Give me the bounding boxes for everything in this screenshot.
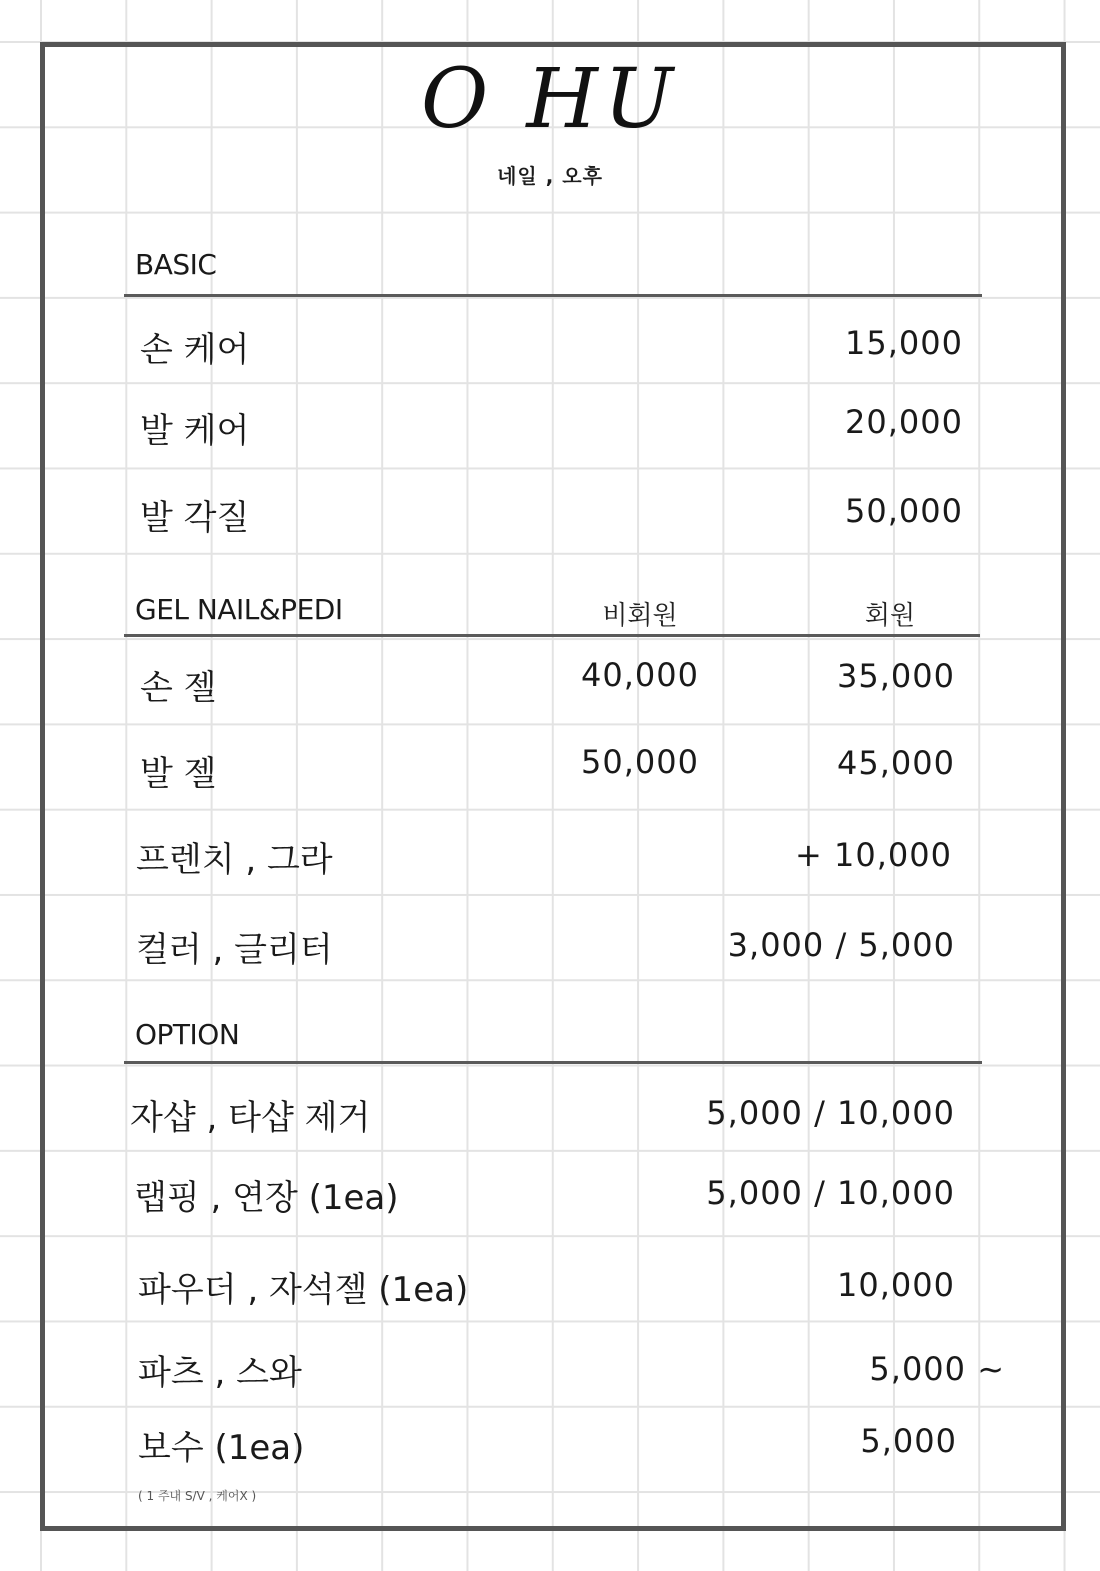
option-price-powder-magnetic: 10,000	[837, 1266, 955, 1304]
basic-price-foot-care: 20,000	[845, 403, 963, 441]
brand-title: O HU	[421, 52, 679, 147]
gel-member-price-foot: 45,000	[837, 744, 955, 782]
option-item-repair: 보수 (1ea)	[138, 1428, 305, 1468]
gel-extra-color-glitter: 컬러 , 글리터	[136, 930, 333, 970]
option-repair-note: ( 1 주내 S/V , 케어X )	[138, 1489, 257, 1503]
gel-extra-price-color-glitter: 3,000 / 5,000	[727, 926, 955, 964]
option-price-wrapping-extension: 5,000 / 10,000	[706, 1174, 955, 1212]
option-price-parts-swarovski: 5,000 ~	[869, 1350, 1005, 1388]
section-basic-divider	[124, 294, 982, 297]
basic-item-hand-care: 손 케어	[140, 330, 250, 370]
section-gel-divider	[124, 634, 980, 637]
column-member-header: 회원	[864, 601, 916, 631]
gel-extra-price-french-gradient: + 10,000	[795, 836, 952, 874]
gel-nonmember-price-foot: 50,000	[581, 743, 699, 781]
column-nonmember-header: 비회원	[602, 601, 678, 631]
section-option-divider	[124, 1061, 982, 1064]
option-item-wrapping-extension: 랩핑 , 연장 (1ea)	[134, 1178, 399, 1218]
gel-member-price-hand: 35,000	[837, 657, 955, 695]
section-basic-title: BASIC	[135, 248, 217, 281]
basic-price-foot-callus: 50,000	[845, 492, 963, 530]
section-option-title: OPTION	[135, 1018, 240, 1051]
option-item-powder-magnetic: 파우더 , 자석젤 (1ea)	[138, 1270, 469, 1310]
option-price-removal: 5,000 / 10,000	[706, 1094, 955, 1132]
brand-subtitle: 네일 , 오후	[497, 164, 603, 188]
basic-item-foot-care: 발 케어	[140, 411, 250, 451]
option-item-removal: 자샵 , 타샵 제거	[130, 1098, 371, 1138]
basic-price-hand-care: 15,000	[845, 324, 963, 362]
option-price-repair: 5,000	[860, 1422, 957, 1460]
option-item-parts-swarovski: 파츠 , 스와	[138, 1353, 302, 1393]
basic-item-foot-callus: 발 각질	[140, 498, 250, 538]
section-gel-title: GEL NAIL&PEDI	[135, 593, 343, 626]
gel-item-hand-gel: 손 젤	[140, 668, 217, 708]
gel-nonmember-price-hand: 40,000	[581, 656, 699, 694]
gel-item-foot-gel: 발 젤	[140, 754, 217, 794]
gel-extra-french-gradient: 프렌치 , 그라	[136, 840, 333, 880]
